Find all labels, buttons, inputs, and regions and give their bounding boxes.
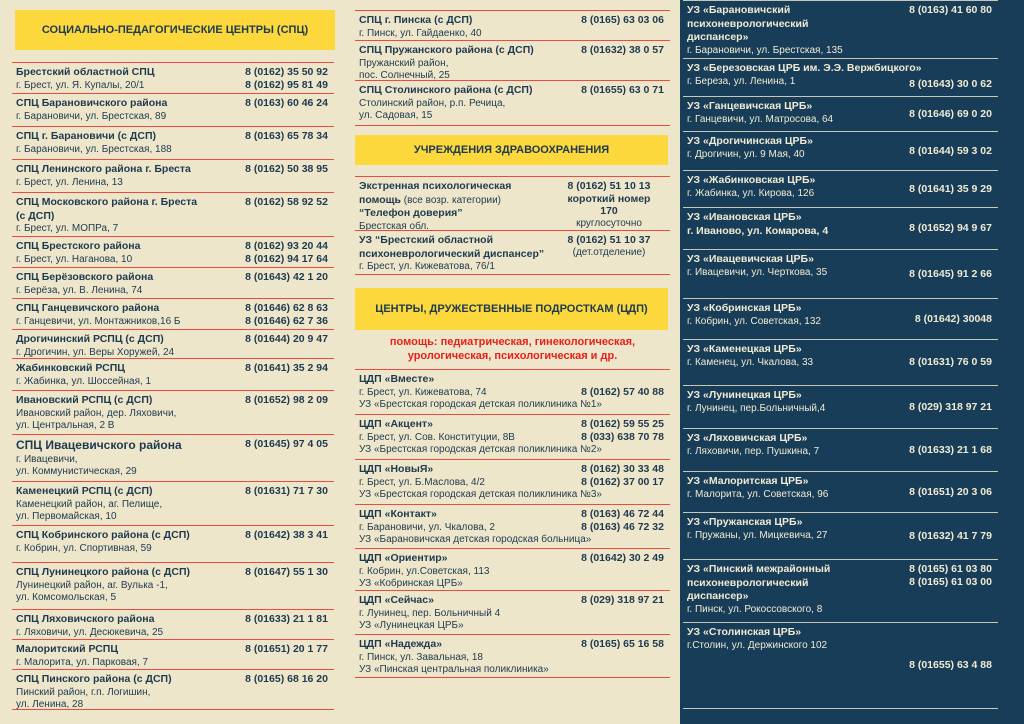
phone-number: 8 (01631) 71 7 30	[245, 485, 328, 497]
contact-name: УЗ «Пружанская ЦРБ»	[687, 516, 803, 528]
phone-block	[228, 613, 328, 626]
contact-address: г. Каменец, ул. Чкалова, 33	[687, 356, 814, 368]
contact-entry	[12, 639, 334, 669]
phone-block	[882, 429, 992, 471]
contact-name: СПЦ Брестского района	[16, 240, 141, 252]
section-title-health: УЧРЕЖДЕНИЯ ЗДРАВООХРАНЕНИЯ	[355, 135, 668, 165]
contact-entry	[683, 249, 998, 298]
contact-entry	[683, 170, 998, 207]
contact-entry	[12, 62, 334, 93]
phone-block	[882, 250, 992, 298]
contact-info	[16, 196, 197, 236]
contact-name: УЗ «Ивановская ЦРБ»	[687, 211, 802, 223]
phone-number: 8 (0162) 94 17 64	[245, 252, 328, 265]
contact-entry	[12, 329, 334, 358]
contact-name: УЗ «Пинский межрайонный психоневрологический диспансер»	[687, 563, 831, 602]
contact-entry	[683, 298, 998, 339]
contact-address: г. Береза, ул. Ленина, 1	[687, 75, 796, 87]
phone-block	[228, 271, 328, 284]
contact-info	[687, 389, 825, 415]
contact-address: Столинский район, р.п. Речица, ул. Садовая, 15	[359, 97, 506, 121]
contact-name: Малоритский РСПЦ	[16, 643, 118, 655]
section-title-cdp: ЦЕНТРЫ, ДРУЖЕСТВЕННЫЕ ПОДРОСТКАМ (ЦДП)	[355, 288, 668, 330]
column-middle	[355, 0, 670, 724]
contact-entry	[12, 192, 334, 236]
contact-address: г. Брест, ул. Кижеватова, 74 УЗ «Брестская городская детская поликлиника №1»	[359, 386, 602, 410]
contact-name: СПЦ Кобринского района (с ДСП)	[16, 529, 190, 541]
phone-number: 8 (0165) 61 03 00	[909, 575, 992, 588]
contact-name: ЦДП «Сейчас»	[359, 594, 434, 606]
contact-entry	[683, 471, 998, 512]
phone-number: 8 (01651) 20 3 06	[909, 485, 992, 498]
phone-block	[554, 180, 664, 230]
contact-address: Ивановский район, дер. Ляховичи, ул. Центральная, 2 В	[16, 407, 177, 431]
contact-address: г. Брест, ул. Сов. Конституции, 8В УЗ «Брестская городская детская поликлиника №2»	[359, 431, 602, 455]
contact-address: г. Брест, ул. Ленина, 13	[16, 176, 123, 188]
contact-address: г. Брест, ул. Кижеватова, 76/1	[359, 261, 495, 272]
contact-entry	[683, 0, 998, 58]
phone-number: 8 (0163) 46 72 32	[581, 520, 664, 533]
phone-block	[228, 333, 328, 346]
contact-entry	[355, 230, 670, 274]
contact-entry	[683, 207, 998, 249]
contact-name: СПЦ Барановичского района	[16, 97, 168, 109]
contact-entry	[12, 525, 334, 562]
phone-block	[882, 563, 992, 622]
contact-address: г. Брест, ул. Наганова, 10	[16, 253, 133, 265]
phone-block	[882, 97, 992, 131]
contact-address: Пружанский район, пос. Солнечный, 25	[359, 57, 450, 81]
contact-address: г. Брест, ул. Я. Купалы, 20/1	[16, 79, 145, 91]
phone-number: 8 (0162) 93 20 44	[245, 240, 328, 252]
phone-number: 8 (01643) 30 0 62	[909, 77, 992, 90]
phone-block	[554, 638, 664, 651]
contact-address: г. Барановичи, ул. Брестская, 135	[687, 44, 843, 56]
phone-number: 8 (01631) 76 0 59	[909, 356, 992, 369]
phone-number: 8 (01632) 38 0 57	[581, 44, 664, 56]
contact-entry	[355, 548, 670, 590]
contact-name: СПЦ Берёзовского района	[16, 271, 154, 283]
phone-number: 8 (01633) 21 1 81	[245, 613, 328, 625]
contact-address: г. Жабинка, ул. Шоссейная, 1	[16, 375, 152, 387]
contact-entry	[12, 481, 334, 525]
contact-name: ЦДП «Акцент»	[359, 418, 433, 430]
contact-address: г.Столин, ул. Держинского 102	[687, 639, 828, 651]
contact-entry	[12, 298, 334, 329]
contact-info	[16, 333, 174, 359]
phone-number: 8 (0162) 95 81 49	[245, 78, 328, 91]
phone-number: 8 (0165) 68 16 20	[245, 673, 328, 685]
phone-block	[554, 44, 664, 57]
contact-entry	[683, 339, 998, 385]
contact-entry	[12, 358, 334, 390]
phone-number: 8 (01641) 35 9 29	[909, 182, 992, 195]
contact-address: г. Пинск, ул. Рокоссовского, 8	[687, 603, 823, 615]
phone-number: 8 (0162) 35 50 92	[245, 66, 328, 78]
contact-info	[16, 66, 154, 92]
contact-info	[359, 14, 482, 40]
contact-address: г. Пружаны, ул. Мицкевича, 27	[687, 529, 828, 541]
contact-entry	[12, 669, 334, 709]
contact-entry	[683, 131, 998, 170]
contact-name: УЗ «Дрогичинская ЦРБ»	[687, 135, 813, 147]
contact-info	[687, 4, 843, 57]
phone-number: 8 (01646) 62 7 36	[245, 314, 328, 327]
contact-address: г. Ганцевичи, ул. Матросова, 64	[687, 113, 834, 125]
contact-entry	[355, 369, 670, 414]
contact-info	[687, 135, 813, 161]
contact-entry	[12, 126, 334, 159]
phone-note: круглосуточно	[576, 217, 642, 229]
phone-number: 8 (01647) 55 1 30	[245, 566, 328, 578]
contact-info	[16, 438, 182, 479]
contact-info	[687, 100, 833, 126]
contact-entry	[355, 176, 670, 230]
contact-name: Дрогичинский РСПЦ (с ДСП)	[16, 333, 164, 345]
contact-info	[16, 271, 153, 297]
contact-name: СПЦ г. Пинска (с ДСП)	[359, 14, 473, 26]
phone-number: 8 (01643) 42 1 20	[245, 271, 328, 283]
phone-block	[228, 485, 328, 498]
phone-block	[228, 163, 328, 176]
contact-name: ЦДП «Ориентир»	[359, 552, 448, 564]
contact-name: Каменецкий РСПЦ (с ДСП)	[16, 485, 153, 497]
contact-name-extra: “Телефон доверия”	[359, 207, 463, 219]
phone-number: 8 (0162) 30 33 48	[581, 463, 664, 475]
contact-entry	[683, 559, 998, 622]
contact-name: СПЦ Лунинецкого района (с ДСП)	[16, 566, 191, 578]
contact-address: г. Малорита, ул. Советская, 96	[687, 488, 829, 500]
contact-address: г. Брест, ул. МОПРа, 7	[16, 223, 119, 234]
contact-name: УЗ «Ганцевичская ЦРБ»	[687, 100, 813, 112]
cdp-subtitle: помощь: педиатрическая, гинекологическая, урологическая, психологическая и др.	[389, 336, 636, 362]
phone-number: 8 (0162) 57 40 88	[581, 385, 664, 398]
contact-name: УЗ «Каменецкая ЦРБ»	[687, 343, 802, 355]
contact-info	[16, 529, 190, 555]
contact-info	[687, 626, 827, 652]
contact-address: г. Дрогичин, ул. Веры Хоружей, 24	[16, 346, 175, 358]
phone-number: 8 (0163) 60 46 24	[245, 97, 328, 109]
phone-number: 8 (0163) 65 78 34	[245, 130, 328, 142]
contact-info	[359, 638, 549, 677]
contact-entry	[12, 434, 334, 481]
contact-address: г. Берёза, ул. В. Ленина, 74	[16, 284, 143, 296]
phone-number: 8 (01633) 21 1 68	[909, 443, 992, 456]
contact-name: УЗ «Столинская ЦРБ»	[687, 626, 802, 638]
contact-address: Лунинецкий район, аг. Вулька -1, ул. Комсомольская, 5	[16, 579, 168, 603]
phone-number: 8 (01655) 63 0 71	[581, 84, 664, 96]
contact-entry	[12, 267, 334, 298]
contact-name: УЗ «Барановичский психоневрологический диспансер»	[687, 4, 809, 43]
contact-address: г. Барановичи, ул. Брестская, 89	[16, 110, 167, 122]
phone-number: 8 (01651) 20 1 77	[245, 643, 328, 655]
separator-line	[683, 708, 998, 709]
contact-name: СПЦ Пружанского района (с ДСП)	[359, 44, 534, 56]
contact-info	[359, 84, 532, 123]
phone-note: (дет.отделение)	[572, 246, 646, 258]
phone-block	[228, 394, 328, 407]
separator-line	[355, 125, 670, 126]
contact-name: ЦДП «Вместе»	[359, 373, 435, 385]
contact-name: Жабинковский РСПЦ	[16, 362, 125, 374]
contact-address: г. Жабинка, ул. Кирова, 126	[687, 187, 815, 199]
phone-number: 8 (01646) 69 0 20	[909, 107, 992, 120]
phone-block	[228, 673, 328, 686]
contact-name: Экстренная психологическая помощь	[359, 180, 512, 206]
contact-info	[16, 394, 176, 433]
phone-block	[228, 97, 328, 110]
phone-number: 8 (0162) 51 10 37	[567, 234, 651, 246]
phone-number: 8 (0162) 50 38 95	[245, 163, 328, 175]
phone-number: 8 (033) 638 70 78	[581, 430, 664, 443]
phone-number: 8 (01644) 59 3 02	[909, 144, 992, 157]
phone-number: 8 (01645) 91 2 66	[909, 267, 992, 280]
contact-name: УЗ «Малоритская ЦРБ»	[687, 475, 809, 487]
phone-block	[882, 513, 992, 559]
phone-number: 8 (0165) 65 16 58	[581, 638, 664, 650]
contact-address: г. Барановичи, ул. Брестская, 188	[16, 143, 172, 155]
contact-address: г. Лунинец, пер. Больничный 4 УЗ «Лунинецкая ЦРБ»	[359, 607, 501, 631]
phone-number: 8 (0162) 37 00 17	[581, 475, 664, 488]
contact-entry	[12, 93, 334, 126]
column-healthcare-dark	[680, 0, 1024, 724]
contact-name: СПЦ Ивацевичского района	[16, 438, 182, 452]
separator-line	[355, 677, 670, 678]
contact-address: г. Лунинец, пер.Больничный,4	[687, 402, 826, 414]
phone-number: 8 (0163) 41 60 80	[909, 4, 992, 16]
phone-number: 8 (0165) 61 03 80	[909, 563, 992, 575]
contact-entry	[683, 96, 998, 131]
contact-address: г. Барановичи, ул. Чкалова, 2 УЗ «Барановичская детская городская больница»	[359, 521, 592, 545]
phone-block	[228, 240, 328, 265]
contact-name-note: (все возр. категории)	[400, 194, 502, 206]
contact-name: Брестский областной СПЦ	[16, 66, 155, 78]
contact-address: г. Пинск, ул. Гайдаенко, 40	[359, 27, 482, 39]
phone-number: 8 (01642) 30 2 49	[581, 552, 664, 564]
contact-entry	[355, 590, 670, 634]
contact-name: ЦДП «Надежда»	[359, 638, 443, 650]
contact-info	[687, 302, 821, 328]
phone-number: 8 (01652) 94 9 67	[909, 222, 992, 235]
contact-entry	[355, 504, 670, 548]
contact-name: СПЦ Столинского района (с ДСП)	[359, 84, 533, 96]
contact-info	[16, 302, 180, 328]
phone-number: 8 (01645) 97 4 05	[245, 438, 328, 450]
contact-info	[687, 211, 828, 238]
contact-name: ЦДП «НовыЯ»	[359, 463, 434, 475]
contact-info	[687, 174, 815, 200]
contact-name: СПЦ Ленинского района г. Бреста	[16, 163, 191, 175]
contact-info	[16, 130, 172, 156]
phone-block	[228, 196, 328, 209]
phone-number: 8 (01644) 20 9 47	[245, 333, 328, 345]
contact-name: УЗ «Ляховичская ЦРБ»	[687, 432, 808, 444]
contact-entry	[683, 512, 998, 559]
phone-block	[882, 208, 992, 249]
contact-info	[687, 253, 827, 279]
contact-info	[359, 234, 544, 274]
contact-name: УЗ «Ивацевичская ЦРБ»	[687, 253, 814, 265]
phone-number: 8 (0163) 46 72 44	[581, 508, 664, 520]
contact-info	[687, 516, 827, 542]
contact-address: г. Пинск, ул. Завальная, 18 УЗ «Пинская центральная поликлиника»	[359, 651, 549, 675]
contact-entry	[12, 236, 334, 267]
contact-address: Пинский район, г.п. Логишин, ул. Ленина, 28	[16, 686, 151, 710]
contact-name: Ивановский РСПЦ (с ДСП)	[16, 394, 153, 406]
phone-block	[882, 4, 992, 58]
contact-name: СПЦ г. Барановичи (с ДСП)	[16, 130, 157, 142]
contact-name: УЗ “Брестский областной психоневрологический диспансер”	[359, 234, 545, 260]
contact-name: УЗ «Березовская ЦРБ им. Э.Э. Вержбицкого»	[687, 62, 922, 74]
contact-info	[16, 485, 162, 524]
contact-entry	[355, 10, 670, 40]
phone-block	[882, 59, 992, 96]
contact-info	[16, 97, 167, 123]
phone-number: 8 (0162) 59 55 25	[581, 418, 664, 430]
phone-number: 8 (01642) 30048	[914, 312, 992, 325]
phone-block	[228, 529, 328, 542]
contact-address: Брестская обл.	[359, 220, 429, 232]
contact-name: УЗ «Жабинковская ЦРБ»	[687, 174, 816, 186]
contact-info	[359, 594, 500, 633]
phone-block	[228, 362, 328, 375]
phone-block	[228, 66, 328, 91]
separator-line	[12, 709, 334, 710]
contact-info	[687, 432, 819, 458]
contact-info	[16, 362, 151, 388]
phone-block	[554, 14, 664, 27]
phone-block	[554, 418, 664, 443]
contact-name: СПЦ Московского района г. Бреста (с ДСП)	[16, 196, 198, 222]
phone-number: 8 (01642) 38 3 41	[245, 529, 328, 541]
contact-info	[359, 44, 534, 83]
contact-name: СПЦ Пинского района (с ДСП)	[16, 673, 172, 685]
contact-info	[687, 475, 828, 501]
phone-number: 8 (01655) 63 4 88	[909, 659, 992, 672]
contact-address: г. Ганцевичи, ул. Монтажников,16 Б	[16, 315, 181, 327]
phone-block	[554, 373, 664, 398]
contact-name: УЗ «Кобринская ЦРБ»	[687, 302, 802, 314]
phone-block	[554, 594, 664, 607]
contact-entry	[683, 428, 998, 471]
contact-name: СПЦ Ляховичского района	[16, 613, 155, 625]
phone-number: 8 (0162) 51 10 13	[567, 180, 651, 192]
contact-entry	[355, 459, 670, 504]
phone-number: 8 (029) 318 97 21	[909, 400, 992, 413]
contact-info	[16, 163, 191, 189]
phone-block	[554, 552, 664, 565]
contact-entry	[355, 414, 670, 459]
contact-address: г. Ивацевичи, ул. Коммунистическая, 29	[16, 453, 137, 477]
contact-info	[687, 343, 813, 369]
contact-info	[687, 563, 830, 616]
phone-number: 8 (029) 318 97 21	[581, 594, 664, 606]
contact-entry	[12, 562, 334, 609]
contact-address: г. Кобрин, ул. Спортивная, 59	[16, 542, 152, 554]
contact-entry	[683, 58, 998, 96]
contact-name: ЦДП «Контакт»	[359, 508, 437, 520]
phone-block	[882, 171, 992, 207]
contact-entry	[355, 40, 670, 80]
contact-info	[16, 643, 148, 669]
contact-address: г. Брест, ул. Б.Маслова, 4/2 УЗ «Брестская городская детская поликлиника №3»	[359, 476, 602, 500]
contact-name: УЗ «Лунинецкая ЦРБ»	[687, 389, 802, 401]
contact-address: г. Ивацевичи, ул. Черткова, 35	[687, 266, 828, 278]
contact-address: г. Кобрин, ул.Советская, 113 УЗ «Кобринская ЦРБ»	[359, 565, 490, 589]
contact-entry	[683, 385, 998, 428]
separator-line	[355, 274, 670, 275]
phone-block	[554, 84, 664, 97]
phone-block	[882, 299, 992, 339]
contact-entry	[355, 634, 670, 677]
phone-block	[882, 623, 992, 708]
contact-entry	[12, 159, 334, 192]
contact-entry	[355, 80, 670, 125]
section-title-spc: СОЦИАЛЬНО-ПЕДАГОГИЧЕСКИЕ ЦЕНТРЫ (СПЦ)	[15, 10, 335, 50]
contact-entry	[12, 390, 334, 434]
phone-number: 8 (0162) 58 92 52	[245, 196, 328, 208]
contact-address: Каменецкий район, аг. Пелище, ул. Первомайская, 10	[16, 498, 163, 522]
phone-block	[228, 643, 328, 656]
phone-block	[228, 302, 328, 327]
phone-block	[554, 508, 664, 533]
contact-info	[16, 240, 140, 266]
contact-info	[16, 566, 190, 605]
contact-info	[359, 180, 511, 233]
phone-block	[554, 234, 664, 259]
contact-entry	[683, 622, 998, 708]
contact-info	[16, 613, 163, 639]
contact-address: г. Ляховичи, ул. Десюкевича, 25	[16, 626, 164, 638]
phone-block	[228, 130, 328, 143]
contact-info	[16, 673, 172, 712]
contact-address: г. Ляховичи, пер. Пушкина, 7	[687, 445, 820, 457]
phone-block	[228, 566, 328, 579]
phone-block	[882, 340, 992, 385]
phone-block	[228, 438, 328, 451]
phone-block	[882, 132, 992, 170]
phone-block	[882, 472, 992, 512]
column-spc	[12, 0, 334, 724]
contact-address: г. Малорита, ул. Парковая, 7	[16, 656, 149, 668]
contact-info	[359, 552, 489, 591]
phone-number: 8 (01632) 41 7 79	[909, 529, 992, 542]
phone-number: 8 (01641) 35 2 94	[245, 362, 328, 374]
phone-number: 8 (01646) 62 8 63	[245, 302, 328, 314]
contact-name: СПЦ Ганцевичского района	[16, 302, 160, 314]
contact-address: г. Дрогичин, ул. 9 Мая, 40	[687, 148, 805, 160]
phone-number: 8 (0165) 63 03 06	[581, 14, 664, 26]
phone-number: 8 (01652) 98 2 09	[245, 394, 328, 406]
phone-block	[882, 386, 992, 428]
contact-entry	[12, 609, 334, 639]
contact-name-extra: г. Иваново, ул. Комарова, 4	[687, 224, 829, 237]
phone-block	[554, 463, 664, 488]
phone-number: короткий номер 170	[567, 192, 651, 217]
contact-address: г. Кобрин, ул. Советская, 132	[687, 315, 821, 327]
